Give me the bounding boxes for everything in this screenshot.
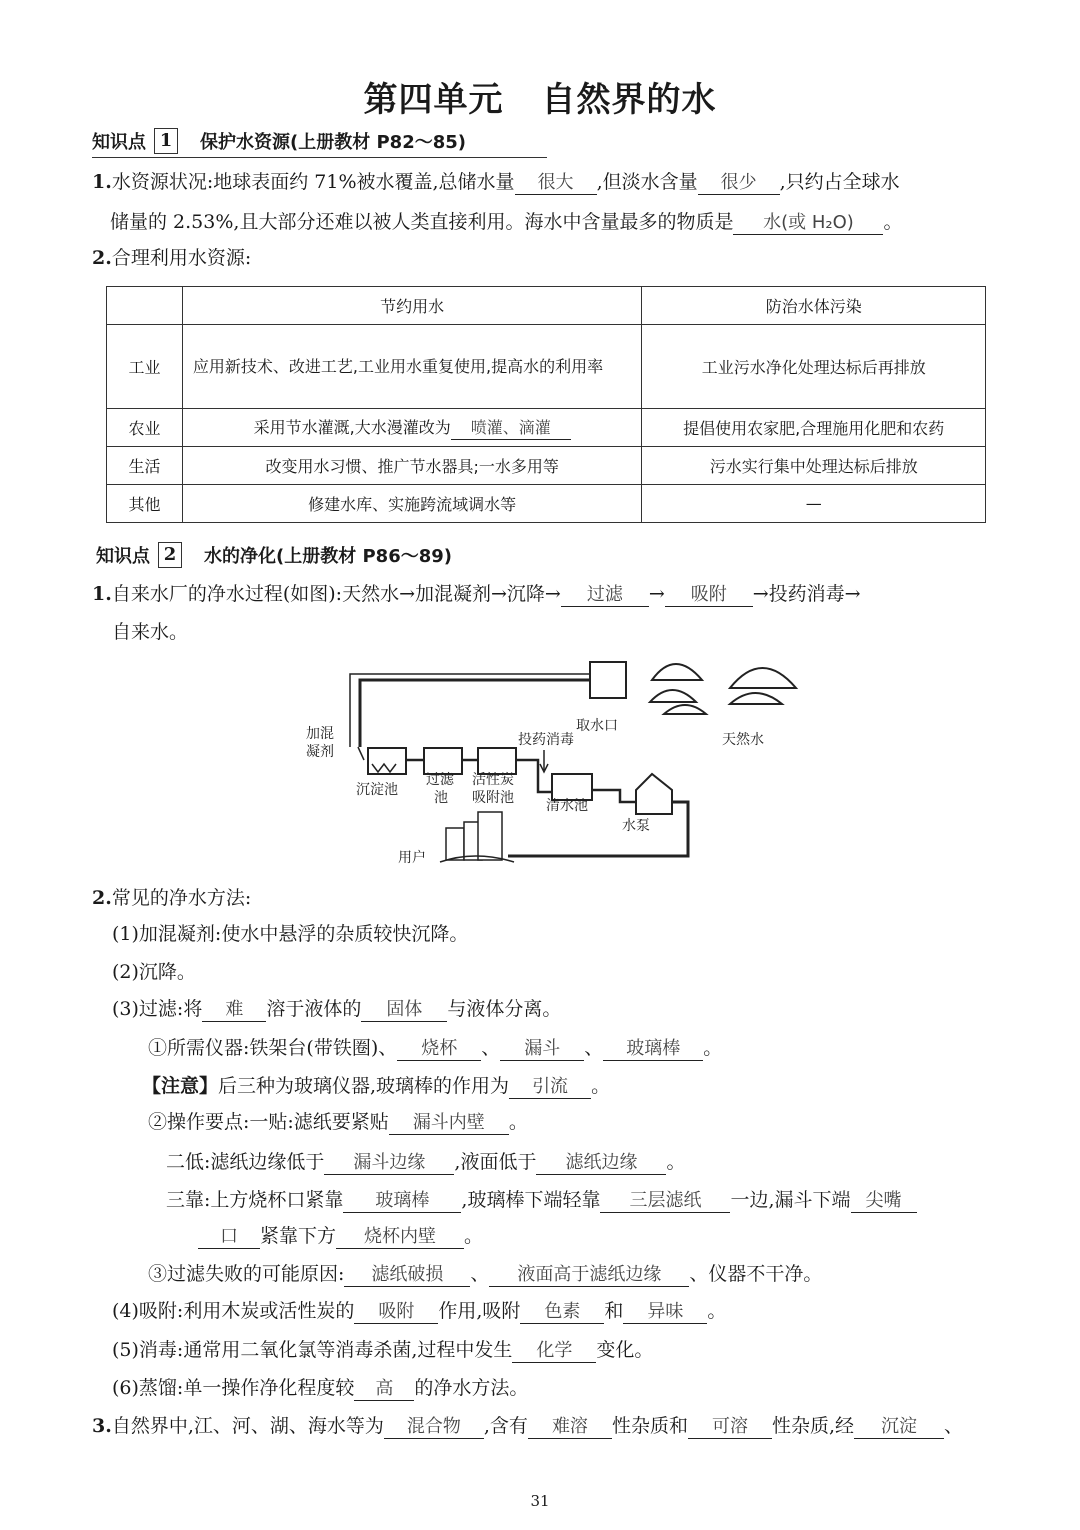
- user-building: [446, 828, 464, 860]
- prevent-pollution-cell: 工业污水净化处理达标后再排放: [642, 325, 986, 409]
- resource-status-line-2: 储量的 2.53%,且大部分还难以被人类直接利用。海水中含量最多的物质是 水(或 H₂O) 。: [110, 211, 903, 233]
- label-natural-water: 天然水: [722, 732, 764, 748]
- method-adsorption: (4)吸附:利用木炭或活性炭的 吸附 作用,吸附 色素 和 异味 。: [112, 1300, 727, 1322]
- method-disinfection: (5)消毒:通常用二氧化氯等消毒杀菌,过程中发生 化学 变化。: [112, 1339, 654, 1361]
- table-row: [107, 409, 986, 447]
- row-label: 其他: [107, 485, 183, 523]
- methods-heading: 2.常见的净水方法:: [92, 887, 252, 909]
- table-header-cell: 防治水体污染: [642, 287, 986, 325]
- blank-glass-rod: 玻璃棒: [603, 1038, 703, 1061]
- method-coagulant: (1)加混凝剂:使水中悬浮的杂质较快沉降。: [112, 923, 469, 945]
- kp-label: 知识点: [96, 546, 150, 567]
- page-title: [0, 72, 1080, 121]
- filtration-failure: ③过滤失败的可能原因: 滤纸破损 、 液面高于滤纸边缘 、仪器不干净。: [148, 1263, 823, 1285]
- water-use-table: [106, 286, 986, 523]
- blank-adsorption: 吸附: [354, 1301, 438, 1324]
- pipe-to-pump: [592, 790, 636, 802]
- label-carbon-2: 吸附池: [472, 790, 514, 806]
- table-row: [107, 325, 986, 409]
- natural-water-icon: [650, 690, 696, 702]
- label-clear: 清水池: [546, 798, 588, 814]
- label-pump: 水泵: [622, 818, 650, 834]
- blank-insoluble-2: 难溶: [528, 1416, 612, 1439]
- blank-mixture: 混合物: [384, 1416, 484, 1439]
- blank-beaker-wall: 烧杯内壁: [336, 1226, 464, 1249]
- label-disinfect: 投药消毒: [518, 732, 574, 748]
- blank-liquid-high: 液面高于滤纸边缘: [489, 1264, 689, 1287]
- table-header-row: [107, 287, 986, 325]
- kp-heading: 水的净化(上册教材 P86～89): [204, 546, 453, 567]
- prevent-pollution-cell: 污水实行集中处理达标后排放: [642, 447, 986, 485]
- blank-total-water: 很大: [515, 172, 597, 195]
- label-filter-2: 池: [434, 790, 448, 806]
- blank-three-layers: 三层滤纸: [600, 1190, 730, 1213]
- natural-water-icon: [730, 693, 782, 704]
- blank-solid: 固体: [361, 999, 447, 1022]
- label-coagulant-1: 加混: [306, 726, 334, 742]
- blank-fresh-water: 很少: [698, 172, 780, 195]
- blank-drainage: 引流: [509, 1076, 591, 1099]
- natural-water-icon: [652, 664, 702, 680]
- save-water-cell: 应用新技术、改进工艺,工业用水重复使用,提高水的利用率: [182, 325, 642, 409]
- row-label: 工业: [107, 325, 183, 409]
- label-carbon-1: 活性炭: [472, 772, 514, 788]
- label-filter-1: 过滤: [426, 772, 454, 788]
- blank-high: 高: [354, 1378, 414, 1401]
- purification-process-line-1: 1.自来水厂的净水过程(如图):天然水→加混凝剂→沉降→ 过滤 → 吸附 →投药消毒→: [92, 583, 861, 605]
- blank-sediment: 沉淀: [854, 1416, 944, 1439]
- carbon-tank: [478, 748, 516, 774]
- blank-filter: 过滤: [561, 584, 649, 607]
- knowledge-point-2-header: [96, 542, 452, 568]
- method-filtration: (3)过滤:将 难 溶于液体的 固体 与液体分离。: [112, 998, 562, 1020]
- kp-underline: [92, 157, 547, 158]
- table-header-cell: [107, 287, 183, 325]
- save-water-cell: 改变用水习惯、推广节水器具;一水多用等: [182, 447, 642, 485]
- filtration-point-3-cont: 口 紧靠下方 烧杯内壁 。: [198, 1222, 483, 1250]
- method-settling: (2)沉降。: [112, 961, 196, 983]
- label-coagulant-2: 凝剂: [306, 744, 334, 760]
- coagulant-arrow: [358, 747, 364, 760]
- resource-status-line-1: 1.水资源状况:地球表面约 71%被水覆盖,总储水量 很大 ,但淡水含量 很少 ,只约占全球水: [92, 171, 900, 193]
- blank-chemical: 化学: [512, 1340, 596, 1363]
- filtration-point-2: 二低:滤纸边缘低于 漏斗边缘 ,液面低于 滤纸边缘 。: [166, 1151, 686, 1173]
- prevent-pollution-cell: 提倡使用农家肥,合理施用化肥和农药: [642, 409, 986, 447]
- label-user: 用户: [398, 850, 426, 866]
- blank-insoluble: 难: [202, 999, 266, 1022]
- prevent-pollution-cell: —: [642, 485, 986, 523]
- unit-number: 第四单元: [363, 80, 504, 120]
- filter-tank: [424, 748, 462, 774]
- intake-box: [590, 662, 626, 698]
- unit-title: 自然界的水: [541, 80, 717, 120]
- kp-number: 2: [158, 542, 182, 568]
- purification-process-line-2: 自来水。: [112, 621, 189, 643]
- method-distillation: (6)蒸馏:单一操作净化程度较 高 的净水方法。: [112, 1377, 529, 1399]
- blank-soluble: 可溶: [688, 1416, 772, 1439]
- blank-seawater-substance: 水(或 H₂O): [733, 212, 883, 235]
- label-intake: 取水口: [576, 718, 618, 734]
- blank-adsorb: 吸附: [665, 584, 753, 607]
- blank-funnel-edge: 漏斗边缘: [324, 1152, 454, 1175]
- filtration-instruments: ①所需仪器:铁架台(带铁圈)、 烧杯 、 漏斗 、 玻璃棒 。: [148, 1037, 723, 1059]
- row-label: 生活: [107, 447, 183, 485]
- water-plant-diagram: [300, 652, 820, 877]
- kp-label: 知识点: [92, 132, 146, 153]
- blank-tip: 尖嘴: [851, 1190, 917, 1213]
- blank-odor: 异味: [623, 1301, 707, 1324]
- blank-beaker: 烧杯: [397, 1038, 481, 1061]
- filtration-point-1: ②操作要点:一贴:滤纸要紧贴 漏斗内壁 。: [148, 1111, 528, 1133]
- row-label: 农业: [107, 409, 183, 447]
- save-water-cell: 采用节水灌溉,大水漫灌改为 喷灌、滴灌: [182, 409, 642, 447]
- natural-water-icon: [730, 668, 796, 688]
- rational-use-heading: 2.合理利用水资源:: [92, 247, 252, 269]
- pump-house: [636, 774, 672, 814]
- blank-paper-edge: 滤纸边缘: [536, 1152, 666, 1175]
- blank-paper-broken: 滤纸破损: [344, 1264, 470, 1287]
- blank-irrigation: 喷灌、滴灌: [451, 417, 571, 440]
- label-settling: 沉淀池: [356, 782, 398, 798]
- user-building: [478, 812, 502, 860]
- blank-pigment: 色素: [520, 1301, 604, 1324]
- natural-water-line: 3.自然界中,江、河、湖、海水等为 混合物 ,含有 难溶 性杂质和 可溶 性杂质,经 沉淀 、: [92, 1415, 964, 1437]
- clear-water-tank: [552, 774, 592, 800]
- blank-funnel: 漏斗: [500, 1038, 584, 1061]
- page-number: 31: [530, 1492, 550, 1510]
- settling-tank: [368, 748, 406, 774]
- table-header-cell: 节约用水: [182, 287, 642, 325]
- blank-funnel-wall: 漏斗内壁: [389, 1112, 509, 1135]
- filtration-point-3: 三靠:上方烧杯口紧靠 玻璃棒 ,玻璃棒下端轻靠 三层滤纸 一边,漏斗下端 尖嘴: [166, 1186, 917, 1214]
- table-row: [107, 485, 986, 523]
- natural-water-icon: [664, 705, 706, 714]
- save-water-cell: 修建水库、实施跨流域调水等: [182, 485, 642, 523]
- filtration-note: 【注意】后三种为玻璃仪器,玻璃棒的作用为 引流 。: [142, 1075, 611, 1097]
- kp-heading: 保护水资源(上册教材 P82～85): [200, 132, 467, 153]
- kp-number: 1: [154, 128, 178, 154]
- blank-glass-rod-2: 玻璃棒: [343, 1190, 461, 1213]
- blank-tip-cont: 口: [198, 1226, 260, 1249]
- table-row: [107, 447, 986, 485]
- knowledge-point-1-header: [92, 128, 466, 154]
